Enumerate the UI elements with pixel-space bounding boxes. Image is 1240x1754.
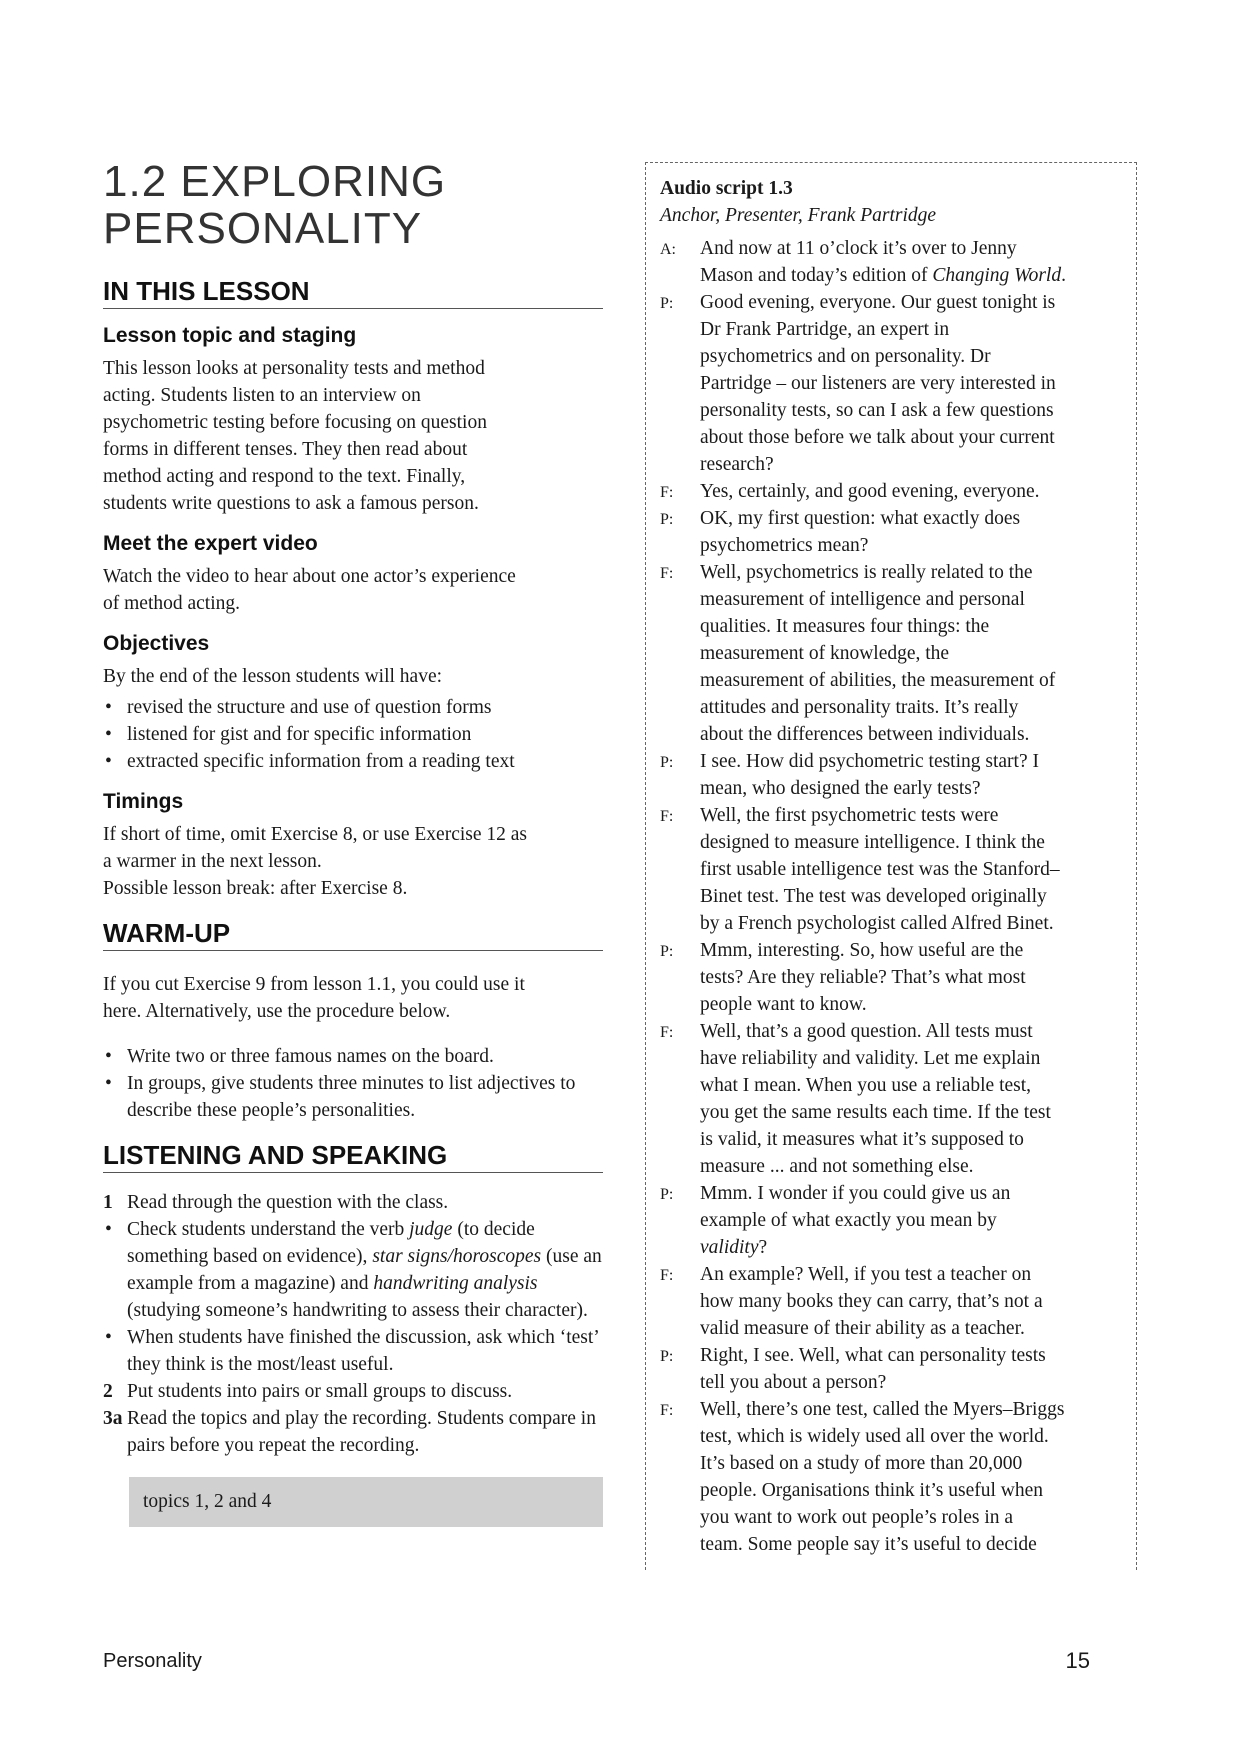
audio-script-title: Audio script 1.3	[660, 178, 793, 199]
script-line: Good evening, everyone. Our guest tonight is	[700, 292, 1056, 313]
item-marker: 3a	[103, 1408, 123, 1429]
script-line: measure ... and not something else.	[700, 1156, 974, 1177]
italic-term: Changing World	[932, 265, 1062, 286]
bullet-text: In groups, give students three minutes to list adjectives to describe these people’s personalities.	[127, 1073, 576, 1121]
speaker-text	[700, 937, 1122, 1018]
speaker-label: F:	[660, 565, 674, 582]
speaker-text	[700, 802, 1122, 937]
script-line: I see. How did psychometric testing start? I	[700, 751, 1039, 772]
script-line	[700, 1234, 1122, 1261]
objective-text: revised the structure and use of question forms	[127, 697, 492, 718]
audio-script-box	[645, 162, 1137, 1570]
speaker-text	[700, 235, 1122, 289]
script-line: Mmm, interesting. So, how useful are the	[700, 940, 1024, 961]
script-line: Right, I see. Well, what can personality tests	[700, 1345, 1046, 1366]
lesson-title-line-1: 1.2 EXPLORING	[103, 157, 447, 206]
vocab-term: handwriting analysis	[373, 1273, 538, 1294]
script-turn	[660, 559, 1122, 748]
objectives-list	[103, 694, 603, 775]
item-marker: •	[105, 1219, 112, 1240]
speaker-label: F:	[660, 808, 674, 825]
script-turn	[660, 1261, 1122, 1342]
script-turn	[660, 748, 1122, 802]
script-line: team. Some people say it’s useful to decide	[700, 1534, 1037, 1555]
vocab-term: star signs/horoscopes	[372, 1246, 542, 1267]
list-item	[103, 1405, 603, 1459]
list-item	[103, 1189, 603, 1216]
speaker-label: P:	[660, 511, 674, 528]
text-segment: ?	[758, 1237, 768, 1258]
warm-up-intro	[103, 971, 603, 1025]
video-text	[103, 563, 603, 617]
script-turn	[660, 1396, 1122, 1558]
script-turn	[660, 1180, 1122, 1261]
list-item	[103, 1378, 603, 1405]
script-line: what I mean. When you use a reliable test,	[700, 1075, 1032, 1096]
speaker-text	[700, 478, 1122, 505]
text-line: Watch the video to hear about one actor’s experience	[103, 566, 516, 587]
script-line: Mmm. I wonder if you could give us an	[700, 1183, 1011, 1204]
script-line: is valid, it measures what it’s supposed to	[700, 1129, 1024, 1150]
script-turn	[660, 478, 1122, 505]
script-line: An example? Well, if you test a teacher on	[700, 1264, 1032, 1285]
timings-text	[103, 821, 603, 902]
speaker-label: P:	[660, 295, 674, 312]
lesson-title	[103, 158, 603, 252]
item-text: Check students understand the verb	[127, 1219, 410, 1240]
item-text: (use an example from a magazine) and	[127, 1246, 602, 1294]
audio-script-turns	[660, 235, 1122, 1558]
list-item	[103, 1216, 603, 1324]
speaker-label: F:	[660, 1024, 674, 1041]
speaker-text	[700, 1342, 1122, 1396]
objective-text: listened for gist and for specific information	[127, 724, 472, 745]
script-line: first usable intelligence test was the Stanford–	[700, 859, 1060, 880]
item-text: Read through the question with the class.	[127, 1192, 449, 1213]
listening-heading: LISTENING AND SPEAKING	[103, 1140, 603, 1173]
text-line: forms in different tenses. They then read about	[103, 439, 468, 460]
script-line: Partridge – our listeners are very interested in	[700, 373, 1056, 394]
script-line: psychometrics mean?	[700, 535, 869, 556]
text-line: of method acting.	[103, 593, 241, 614]
script-line: about those before we talk about your current	[700, 427, 1055, 448]
script-turn	[660, 289, 1122, 478]
speaker-label: F:	[660, 1267, 674, 1284]
script-line: Well, that’s a good question. All tests must	[700, 1021, 1033, 1042]
speaker-text	[700, 1180, 1122, 1261]
text-line: a warmer in the next lesson.	[103, 851, 322, 872]
script-turn	[660, 1018, 1122, 1180]
text-line: If you cut Exercise 9 from lesson 1.1, you could use it	[103, 974, 525, 995]
objectives-heading: Objectives	[103, 632, 210, 655]
script-line: tests? Are they reliable? That’s what most	[700, 967, 1026, 988]
text-line: here. Alternatively, use the procedure below.	[103, 1001, 451, 1022]
script-line: personality tests, so can I ask a few questions	[700, 400, 1054, 421]
text-line: psychometric testing before focusing on question	[103, 412, 487, 433]
script-turn	[660, 505, 1122, 559]
script-turn	[660, 1342, 1122, 1396]
script-line: by a French psychologist called Alfred Binet.	[700, 913, 1054, 934]
script-line: have reliability and validity. Let me explain	[700, 1048, 1041, 1069]
script-line: you want to work out people’s roles in a	[700, 1507, 1014, 1528]
text-segment: Mason and today’s edition of	[700, 265, 933, 286]
item-text: Put students into pairs or small groups to discuss.	[127, 1381, 513, 1402]
objective-text: extracted specific information from a reading text	[127, 751, 515, 772]
script-line: attitudes and personality traits. It’s really	[700, 697, 1019, 718]
speaker-label: A:	[660, 241, 676, 258]
item-text: (studying someone’s handwriting to assess their character).	[127, 1300, 588, 1321]
item-marker: 2	[103, 1381, 113, 1402]
script-line: valid measure of their ability as a teacher.	[700, 1318, 1025, 1339]
list-item: • Write two or three famous names on the board.	[105, 1046, 494, 1067]
script-line: measurement of abilities, the measurement of	[700, 670, 1056, 691]
item-text: Read the topics and play the recording. Students compare in pairs before you repeat the recording.	[127, 1408, 596, 1456]
script-line: Well, the first psychometric tests were	[700, 805, 999, 826]
script-turn	[660, 802, 1122, 937]
italic-term: validity	[700, 1237, 759, 1258]
script-turn	[660, 937, 1122, 1018]
script-line: Well, psychometrics is really related to the	[700, 562, 1033, 583]
text-line: This lesson looks at personality tests and method	[103, 358, 485, 379]
text-line: method acting and respond to the text. Finally,	[103, 466, 466, 487]
text-line: acting. Students listen to an interview on	[103, 385, 421, 406]
speaker-label: F:	[660, 484, 674, 501]
script-line: Binet test. The test was developed originally	[700, 886, 1047, 907]
script-line: Dr Frank Partridge, an expert in	[700, 319, 950, 340]
item-text: (to decide something based on evidence),	[127, 1219, 535, 1267]
timings-heading: Timings	[103, 790, 184, 813]
script-line: how many books they can carry, that’s not a	[700, 1291, 1043, 1312]
speaker-text	[700, 1261, 1122, 1342]
script-line: It’s based on a study of more than 20,000	[700, 1453, 1023, 1474]
listening-list	[103, 1189, 603, 1459]
script-line: Yes, certainly, and good evening, everyone.	[700, 481, 1040, 502]
script-line: designed to measure intelligence. I think the	[700, 832, 1045, 853]
speaker-label: P:	[660, 1348, 674, 1365]
text-line: students write questions to ask a famous person.	[103, 493, 479, 514]
lesson-topic-text	[103, 355, 603, 517]
warm-up-list	[103, 1043, 603, 1124]
speaker-text	[700, 1396, 1122, 1558]
video-heading: Meet the expert video	[103, 532, 318, 555]
in-this-lesson-heading: IN THIS LESSON	[103, 276, 603, 309]
lesson-topic-heading: Lesson topic and staging	[103, 324, 357, 347]
item-marker: •	[105, 1327, 112, 1348]
list-item: • extracted specific information from a reading text	[105, 751, 515, 772]
speaker-label: P:	[660, 1186, 674, 1203]
script-line	[700, 262, 1122, 289]
bullet-text: Write two or three famous names on the board.	[127, 1046, 494, 1067]
script-line: measurement of knowledge, the	[700, 643, 950, 664]
audio-script-speakers: Anchor, Presenter, Frank Partridge	[660, 205, 937, 226]
script-line: measurement of intelligence and personal	[700, 589, 1025, 610]
script-line: mean, who designed the early tests?	[700, 778, 981, 799]
speaker-text	[700, 1018, 1122, 1180]
speaker-text	[700, 289, 1122, 478]
speaker-text	[700, 748, 1122, 802]
warm-up-heading: WARM-UP	[103, 918, 603, 951]
script-line: people. Organisations think it’s useful when	[700, 1480, 1044, 1501]
item-text: When students have finished the discussion, ask which ‘test’ they think is the most/least useful.	[127, 1327, 599, 1375]
list-item: • revised the structure and use of question forms	[105, 697, 492, 718]
script-line: research?	[700, 454, 774, 475]
script-line: people want to know.	[700, 994, 867, 1015]
script-line: about the differences between individuals.	[700, 724, 1030, 745]
page-number: 15	[1065, 1648, 1090, 1673]
script-line: test, which is widely used all over the world.	[700, 1426, 1049, 1447]
script-line: example of what exactly you mean by	[700, 1210, 997, 1231]
answer-key-box: topics 1, 2 and 4	[129, 1477, 603, 1527]
text-line: If short of time, omit Exercise 8, or use Exercise 12 as	[103, 824, 528, 845]
footer-section-name: Personality	[103, 1650, 202, 1672]
vocab-term: judge	[409, 1219, 453, 1240]
list-item	[103, 1324, 603, 1378]
lesson-plan-column	[103, 158, 603, 1527]
lesson-title-line-2: PERSONALITY	[103, 204, 423, 253]
script-turn	[660, 235, 1122, 289]
speaker-label: P:	[660, 754, 674, 771]
script-line: And now at 11 o’clock it’s over to Jenny	[700, 238, 1017, 259]
speaker-label: F:	[660, 1402, 674, 1419]
script-line: tell you about a person?	[700, 1372, 887, 1393]
list-item: • listened for gist and for specific information	[105, 724, 472, 745]
text-segment: .	[1061, 265, 1066, 286]
speaker-text	[700, 559, 1122, 748]
speaker-text	[700, 505, 1122, 559]
speaker-label: P:	[660, 943, 674, 960]
script-line: you get the same results each time. If the test	[700, 1102, 1051, 1123]
script-line: psychometrics and on personality. Dr	[700, 346, 991, 367]
script-line: OK, my first question: what exactly does	[700, 508, 1021, 529]
script-line: qualities. It measures four things: the	[700, 616, 990, 637]
list-item: • In groups, give students three minutes to list adjectives to describe these people’s personalities.	[105, 1073, 576, 1121]
item-marker: 1	[103, 1192, 113, 1213]
text-line: Possible lesson break: after Exercise 8.	[103, 878, 408, 899]
script-line: Well, there’s one test, called the Myers–Briggs	[700, 1399, 1065, 1420]
objectives-intro: By the end of the lesson students will have:	[103, 666, 443, 687]
